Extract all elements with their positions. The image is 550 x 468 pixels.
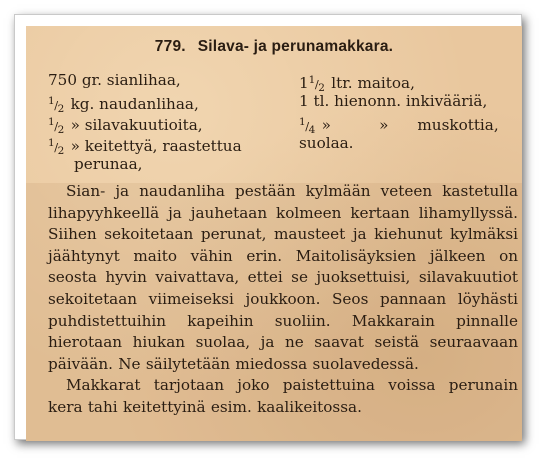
ingredient-line: [48, 154, 242, 175]
ingredient-text: ltr. maitoa,: [331, 73, 415, 92]
ingredient-line: [299, 112, 499, 137]
ingredients-left-column: [48, 70, 242, 175]
ingredient-line: [299, 70, 499, 95]
ingredient-text: tl. hienonn. inkivääriä,: [313, 92, 488, 110]
ingredient-whole: 1: [299, 92, 309, 110]
ingredients-right-column: [299, 70, 499, 154]
ingredient-text: » » muskottia,: [321, 115, 499, 134]
ingredient-text: perunaa,: [74, 155, 143, 173]
recipe-number: 779.: [154, 38, 186, 55]
instructions-paragraph: Makkarat tarjotaan joko paistettuina voissa perunain kera tahi keitettyinä esim. kaalikeitossa.: [48, 376, 518, 416]
ingredient-qty: 750 gr.: [48, 71, 102, 89]
ingredient-text: » silavakuutioita,: [70, 115, 203, 134]
fraction: $^1/_2$: [48, 137, 64, 158]
recipe-title: Silava- ja perunamakkara.: [197, 38, 394, 55]
ingredient-text: kg. naudanlihaa,: [70, 94, 199, 113]
ingredient-text: » keitettyä, raastettua: [70, 136, 242, 155]
ingredient-line: [48, 133, 242, 158]
instructions-paragraph: Sian- ja naudanliha pestään kylmään veteen kastetulla lihapyyhkeellä ja jauhetaan kolmeen kertaan lihamyllyssä. Siihen sekoitetaan perunat, mausteet ja kiehunut kylmäksi jäähtynyt maito vähin erin. Maitolisäyksien jälkeen on seosta hyvin vaivattava, ettei se juoksettuisi, silavakuutiot sekoitetaan viimeiseksi joukkoon. Seos pannaan löyhästi puhdistettuihin kapeihin suoliin. Makkarain pinnalle hierotaan hiukan suolaa, ja ne saavat seistä seuraavaan päivään. Ne säilytetään miedossa suolavedessä.: [48, 182, 518, 373]
fraction: $^1/_2$: [308, 74, 325, 95]
fraction: $^1/_2$: [48, 95, 64, 116]
ingredient-line: [48, 70, 242, 91]
ingredient-line: [48, 112, 242, 137]
ingredient-line: [48, 91, 242, 116]
recipe-heading: [26, 38, 522, 56]
instructions: [48, 181, 518, 419]
recipe-page: [26, 26, 522, 441]
ingredient-line: [299, 91, 499, 112]
fraction: $^1/_4$: [299, 116, 315, 137]
ingredient-text: suolaa.: [299, 134, 354, 152]
fraction: $^1/_2$: [48, 116, 64, 137]
ingredient-whole: 1: [299, 73, 309, 92]
ingredient-line: [299, 133, 499, 154]
ingredient-text: sianlihaa,: [106, 71, 181, 89]
